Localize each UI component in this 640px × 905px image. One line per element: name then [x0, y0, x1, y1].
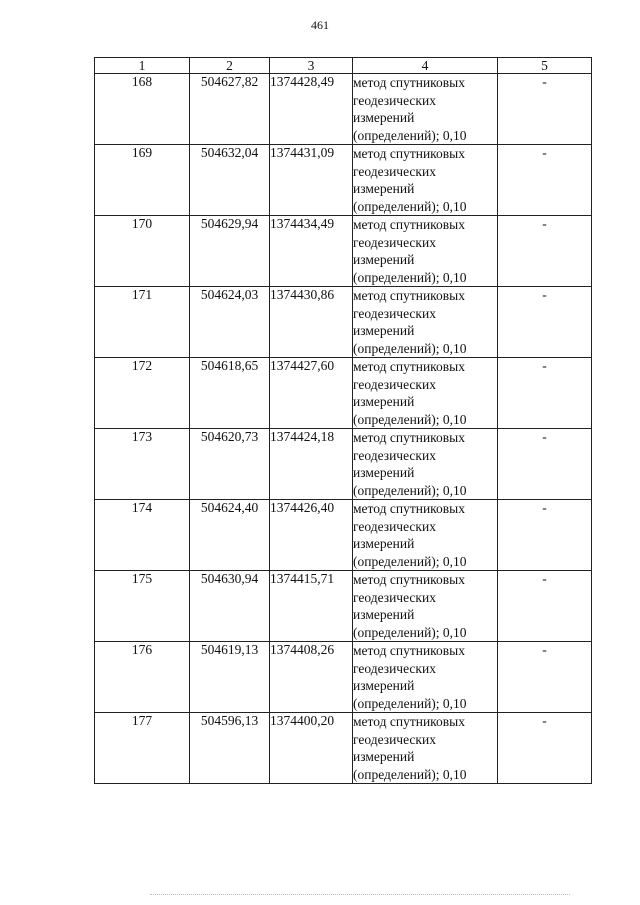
- method-line: (определений); 0,10: [353, 553, 467, 569]
- method-line: геодезических: [353, 660, 436, 676]
- method-line: (определений); 0,10: [353, 766, 467, 782]
- table-row: [95, 571, 592, 642]
- method-line: геодезических: [353, 234, 436, 250]
- y-coordinate: 1374428,49: [270, 74, 353, 145]
- x-coordinate: 504630,94: [190, 571, 270, 642]
- method-line: геодезических: [353, 447, 436, 463]
- method-line: метод спутниковых: [353, 643, 465, 658]
- table-row: [95, 713, 592, 784]
- method-line: геодезических: [353, 518, 436, 534]
- note-cell: -: [498, 713, 592, 784]
- y-coordinate: 1374434,49: [270, 216, 353, 287]
- method-line: (определений); 0,10: [353, 624, 467, 640]
- y-coordinate: 1374430,86: [270, 287, 353, 358]
- method-line: измерений: [353, 678, 415, 693]
- note-cell: -: [498, 571, 592, 642]
- note-cell: -: [498, 145, 592, 216]
- table-row: [95, 216, 592, 287]
- note-cell: -: [498, 642, 592, 713]
- method-cell: [353, 358, 498, 429]
- method-line: метод спутниковых: [353, 146, 465, 161]
- column-header: 5: [498, 58, 592, 74]
- method-line: (определений); 0,10: [353, 269, 467, 285]
- method-cell: [353, 287, 498, 358]
- method-line: (определений); 0,10: [353, 695, 467, 711]
- column-header: 2: [190, 58, 270, 74]
- method-line: измерений: [353, 749, 415, 764]
- note-cell: -: [498, 74, 592, 145]
- point-number: 176: [95, 642, 190, 713]
- point-number: 174: [95, 500, 190, 571]
- method-line: (определений); 0,10: [353, 482, 467, 498]
- x-coordinate: 504624,40: [190, 500, 270, 571]
- table-row: [95, 429, 592, 500]
- method-cell: [353, 642, 498, 713]
- point-number: 169: [95, 145, 190, 216]
- x-coordinate: 504596,13: [190, 713, 270, 784]
- method-line: измерений: [353, 181, 415, 196]
- note-cell: -: [498, 216, 592, 287]
- y-coordinate: 1374400,20: [270, 713, 353, 784]
- table-row: [95, 287, 592, 358]
- table-row: [95, 74, 592, 145]
- column-header: 3: [270, 58, 353, 74]
- point-number: 171: [95, 287, 190, 358]
- note-cell: -: [498, 358, 592, 429]
- point-number: 168: [95, 74, 190, 145]
- method-line: метод спутниковых: [353, 501, 465, 516]
- method-line: измерений: [353, 607, 415, 622]
- y-coordinate: 1374431,09: [270, 145, 353, 216]
- note-cell: -: [498, 500, 592, 571]
- method-line: геодезических: [353, 589, 436, 605]
- x-coordinate: 504620,73: [190, 429, 270, 500]
- method-line: геодезических: [353, 305, 436, 321]
- y-coordinate: 1374427,60: [270, 358, 353, 429]
- method-line: метод спутниковых: [353, 288, 465, 303]
- method-cell: [353, 571, 498, 642]
- method-cell: [353, 713, 498, 784]
- point-number: 175: [95, 571, 190, 642]
- method-line: геодезических: [353, 163, 436, 179]
- table-row: [95, 642, 592, 713]
- method-line: геодезических: [353, 92, 436, 108]
- x-coordinate: 504627,82: [190, 74, 270, 145]
- table-header-row: [95, 58, 592, 74]
- point-number: 173: [95, 429, 190, 500]
- scan-artifact-line: [150, 894, 570, 895]
- table-row: [95, 358, 592, 429]
- method-line: измерений: [353, 323, 415, 338]
- method-line: геодезических: [353, 376, 436, 392]
- page-number: 461: [311, 18, 329, 32]
- method-line: метод спутниковых: [353, 714, 465, 729]
- y-coordinate: 1374415,71: [270, 571, 353, 642]
- method-line: (определений); 0,10: [353, 198, 467, 214]
- note-cell: -: [498, 429, 592, 500]
- method-line: измерений: [353, 252, 415, 267]
- point-number: 170: [95, 216, 190, 287]
- method-line: метод спутниковых: [353, 572, 465, 587]
- x-coordinate: 504624,03: [190, 287, 270, 358]
- table-row: [95, 500, 592, 571]
- column-header: 4: [353, 58, 498, 74]
- point-number: 177: [95, 713, 190, 784]
- method-line: измерений: [353, 465, 415, 480]
- x-coordinate: 504629,94: [190, 216, 270, 287]
- method-cell: [353, 500, 498, 571]
- method-line: метод спутниковых: [353, 359, 465, 374]
- method-line: (определений); 0,10: [353, 127, 467, 143]
- x-coordinate: 504632,04: [190, 145, 270, 216]
- method-line: измерений: [353, 110, 415, 125]
- method-cell: [353, 429, 498, 500]
- method-line: метод спутниковых: [353, 217, 465, 232]
- x-coordinate: 504618,65: [190, 358, 270, 429]
- method-cell: [353, 145, 498, 216]
- method-cell: [353, 216, 498, 287]
- method-line: (определений); 0,10: [353, 340, 467, 356]
- coordinates-table: [94, 57, 592, 784]
- x-coordinate: 504619,13: [190, 642, 270, 713]
- method-line: геодезических: [353, 731, 436, 747]
- y-coordinate: 1374426,40: [270, 500, 353, 571]
- method-line: измерений: [353, 536, 415, 551]
- y-coordinate: 1374408,26: [270, 642, 353, 713]
- y-coordinate: 1374424,18: [270, 429, 353, 500]
- point-number: 172: [95, 358, 190, 429]
- method-line: (определений); 0,10: [353, 411, 467, 427]
- column-header: 1: [95, 58, 190, 74]
- table-row: [95, 145, 592, 216]
- note-cell: -: [498, 287, 592, 358]
- method-line: метод спутниковых: [353, 75, 465, 90]
- method-line: измерений: [353, 394, 415, 409]
- method-line: метод спутниковых: [353, 430, 465, 445]
- method-cell: [353, 74, 498, 145]
